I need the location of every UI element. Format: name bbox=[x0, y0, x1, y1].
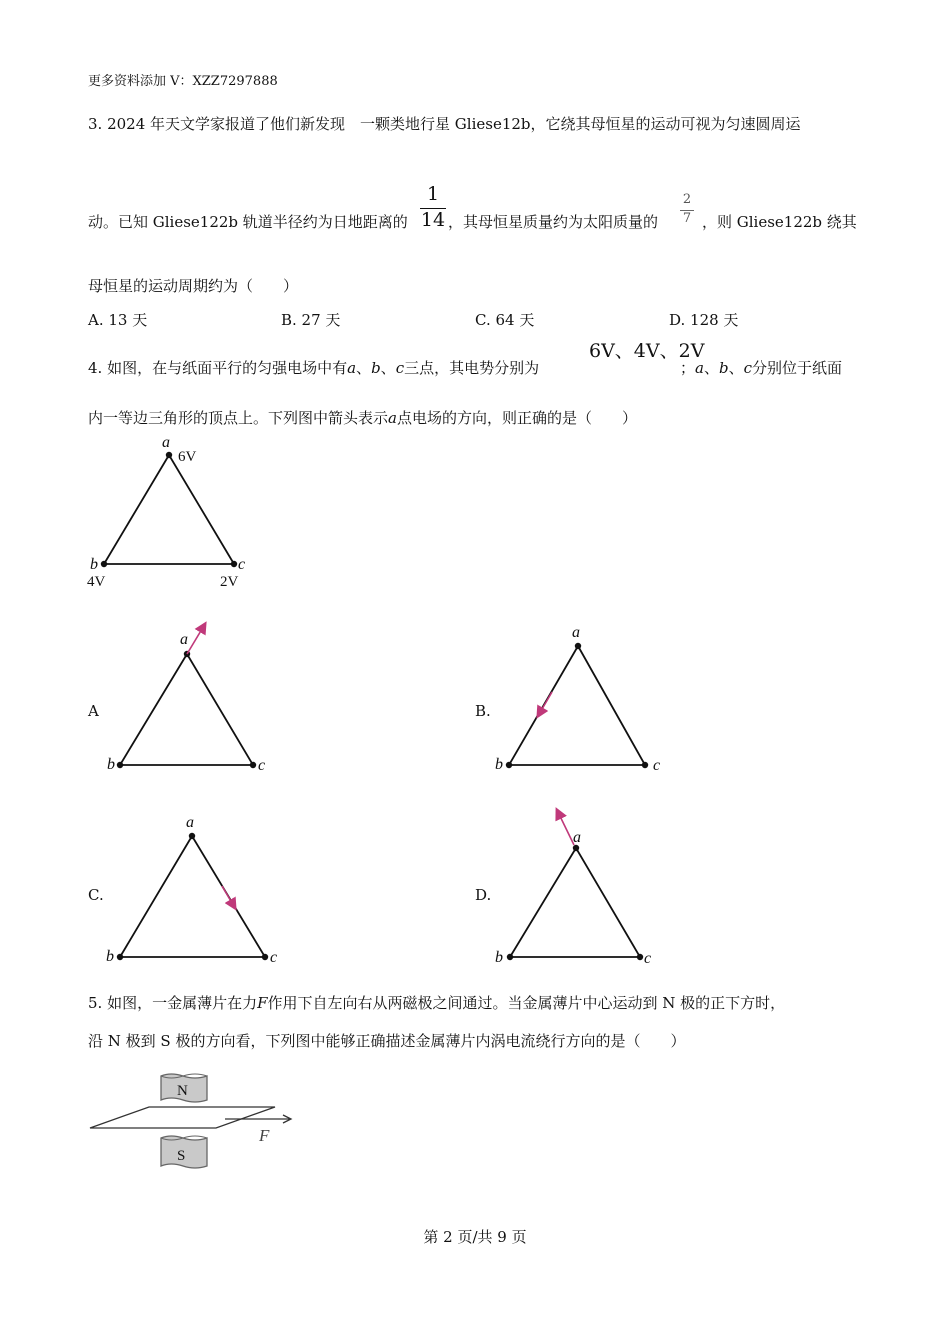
q5-line1-b: 作用下自左向右从两磁极之间通过。当金属薄片中心运动到 N 极的正下方时， bbox=[267, 994, 786, 1012]
q3-option-a: A. 13 天 bbox=[88, 311, 148, 329]
q3-line2-a: 动。已知 Gliese122b 轨道半径约为日地距离的 bbox=[88, 213, 408, 231]
q4-line2-a: 内一等边三角形的顶点上。下列图中箭头表示 bbox=[88, 409, 389, 427]
north-pole bbox=[161, 1074, 207, 1102]
q3-fraction-1 bbox=[420, 183, 446, 231]
q4-var-c2: c bbox=[743, 359, 753, 377]
optA-field-arrow bbox=[187, 624, 205, 654]
q3-fraction-2 bbox=[680, 192, 694, 226]
q4-option-a-figure bbox=[100, 620, 300, 780]
q5-magnet-figure bbox=[85, 1068, 315, 1188]
optA-vertex-c bbox=[250, 762, 256, 768]
optB-vertex-b bbox=[506, 762, 512, 768]
south-pole-label: S bbox=[177, 1148, 186, 1164]
optD-label-c: c bbox=[644, 950, 652, 967]
optB-label-b: b bbox=[495, 756, 503, 773]
q4-option-b-figure bbox=[490, 620, 690, 780]
q3-frac2-num: 2 bbox=[682, 192, 692, 207]
q4-line1 bbox=[88, 358, 539, 378]
optB-triangle bbox=[509, 646, 645, 765]
q4-option-d-label: D. bbox=[475, 886, 492, 904]
q4-line1-d: 分别位于纸面 bbox=[752, 359, 843, 377]
optC-label-c: c bbox=[270, 949, 278, 966]
optA-label-a: a bbox=[180, 631, 188, 648]
q5-line1 bbox=[88, 993, 785, 1013]
q4-line1-a: 4. 如图，在与纸面平行的匀强电场中有 bbox=[88, 359, 348, 377]
q4-option-c-label: C. bbox=[88, 886, 104, 904]
q3-option-d: D. 128 天 bbox=[669, 311, 739, 329]
q4-sep3: 、 bbox=[703, 359, 719, 377]
optC-vertex-b bbox=[117, 954, 123, 960]
q4-sep4: 、 bbox=[728, 359, 744, 377]
header-note: 更多资料添加 V：XZZ7297888 bbox=[88, 74, 278, 89]
optD-triangle bbox=[510, 848, 640, 957]
optC-vertex-c bbox=[262, 954, 268, 960]
q4-main-figure bbox=[80, 430, 280, 590]
q4-line1-c: ； bbox=[680, 359, 696, 377]
q4-var-a2: a bbox=[695, 359, 704, 377]
main-label-va: 6V bbox=[178, 449, 197, 465]
optD-vertex-b bbox=[507, 954, 513, 960]
q4-var-a: a bbox=[347, 359, 357, 377]
q3-line2-c: ，则 Gliese122b 绕其 bbox=[702, 213, 857, 231]
optA-triangle bbox=[120, 654, 253, 765]
q4-var-a3: a bbox=[388, 409, 397, 427]
optB-label-a: a bbox=[572, 624, 580, 641]
q4-line1-b: 三点，其电势分别为 bbox=[404, 359, 540, 377]
q3-line3: 母恒星的运动周期约为（ ） bbox=[88, 277, 299, 295]
optC-vertex-a bbox=[189, 833, 195, 839]
main-label-a: a bbox=[162, 434, 170, 451]
q4-var-b: b bbox=[371, 359, 381, 377]
q4-line2-b: 点电场的方向，则正确的是（ ） bbox=[396, 409, 637, 427]
optC-field-arrow bbox=[222, 886, 235, 908]
optD-label-b: b bbox=[495, 949, 503, 966]
main-label-c: c bbox=[238, 556, 246, 573]
optA-label-b: b bbox=[107, 756, 115, 773]
optB-vertex-c bbox=[642, 762, 648, 768]
main-vertex-b bbox=[101, 561, 107, 567]
q4-option-c-figure bbox=[100, 810, 300, 970]
q4-var-b2: b bbox=[718, 359, 729, 377]
south-pole bbox=[161, 1136, 207, 1168]
q4-option-b-label: B. bbox=[475, 702, 491, 720]
optB-field-arrow bbox=[538, 692, 552, 716]
optA-label-c: c bbox=[258, 757, 266, 774]
q4-line1-tail bbox=[680, 358, 842, 378]
q4-option-a-label: A bbox=[88, 702, 99, 720]
q3-frac2-den: 7 bbox=[680, 210, 694, 226]
main-label-vc: 2V bbox=[220, 574, 239, 590]
q4-line2 bbox=[88, 408, 637, 428]
q3-frac1-num: 1 bbox=[426, 183, 440, 205]
main-vertex-a bbox=[166, 452, 172, 458]
optD-field-arrow bbox=[557, 810, 574, 845]
optC-triangle bbox=[120, 836, 265, 957]
north-pole-label: N bbox=[177, 1083, 188, 1099]
q3-frac1-den: 14 bbox=[420, 209, 446, 231]
optB-label-c: c bbox=[653, 757, 661, 774]
q5-line2: 沿 N 极到 S 极的方向看，下列图中能够正确描述金属薄片内涡电流绕行方向的是（ ） bbox=[88, 1032, 686, 1050]
page-footer: 第 2 页/共 9 页 bbox=[423, 1228, 527, 1246]
q3-option-b: B. 27 天 bbox=[281, 311, 341, 329]
q4-sep1: 、 bbox=[356, 359, 372, 377]
q3-line2-b: ，其母恒星质量约为太阳质量的 bbox=[448, 213, 659, 231]
main-triangle bbox=[104, 455, 234, 564]
optB-vertex-a bbox=[575, 643, 581, 649]
main-label-b: b bbox=[90, 556, 98, 573]
optC-label-b: b bbox=[106, 948, 114, 965]
optD-label-a: a bbox=[573, 829, 581, 846]
q5-line1-a: 5. 如图，一金属薄片在力 bbox=[88, 994, 258, 1012]
optD-vertex-c bbox=[637, 954, 643, 960]
q4-potentials: 6V、4V、2V bbox=[589, 340, 705, 362]
q4-option-d-figure bbox=[490, 800, 690, 970]
q5-var-f: F bbox=[257, 994, 268, 1012]
q3-option-c: C. 64 天 bbox=[475, 311, 535, 329]
main-vertex-c bbox=[231, 561, 237, 567]
q4-var-c: c bbox=[395, 359, 405, 377]
force-label: F bbox=[259, 1126, 270, 1145]
q4-sep2: 、 bbox=[380, 359, 396, 377]
q3-line1: 3. 2024 年天文学家报道了他们新发现 一颗类地行星 Gliese12b，它绕其母恒星的运动可视为匀速圆周运 bbox=[88, 115, 801, 133]
main-label-vb: 4V bbox=[87, 574, 106, 590]
optC-label-a: a bbox=[186, 814, 194, 831]
metal-sheet bbox=[90, 1107, 275, 1128]
optA-vertex-b bbox=[117, 762, 123, 768]
